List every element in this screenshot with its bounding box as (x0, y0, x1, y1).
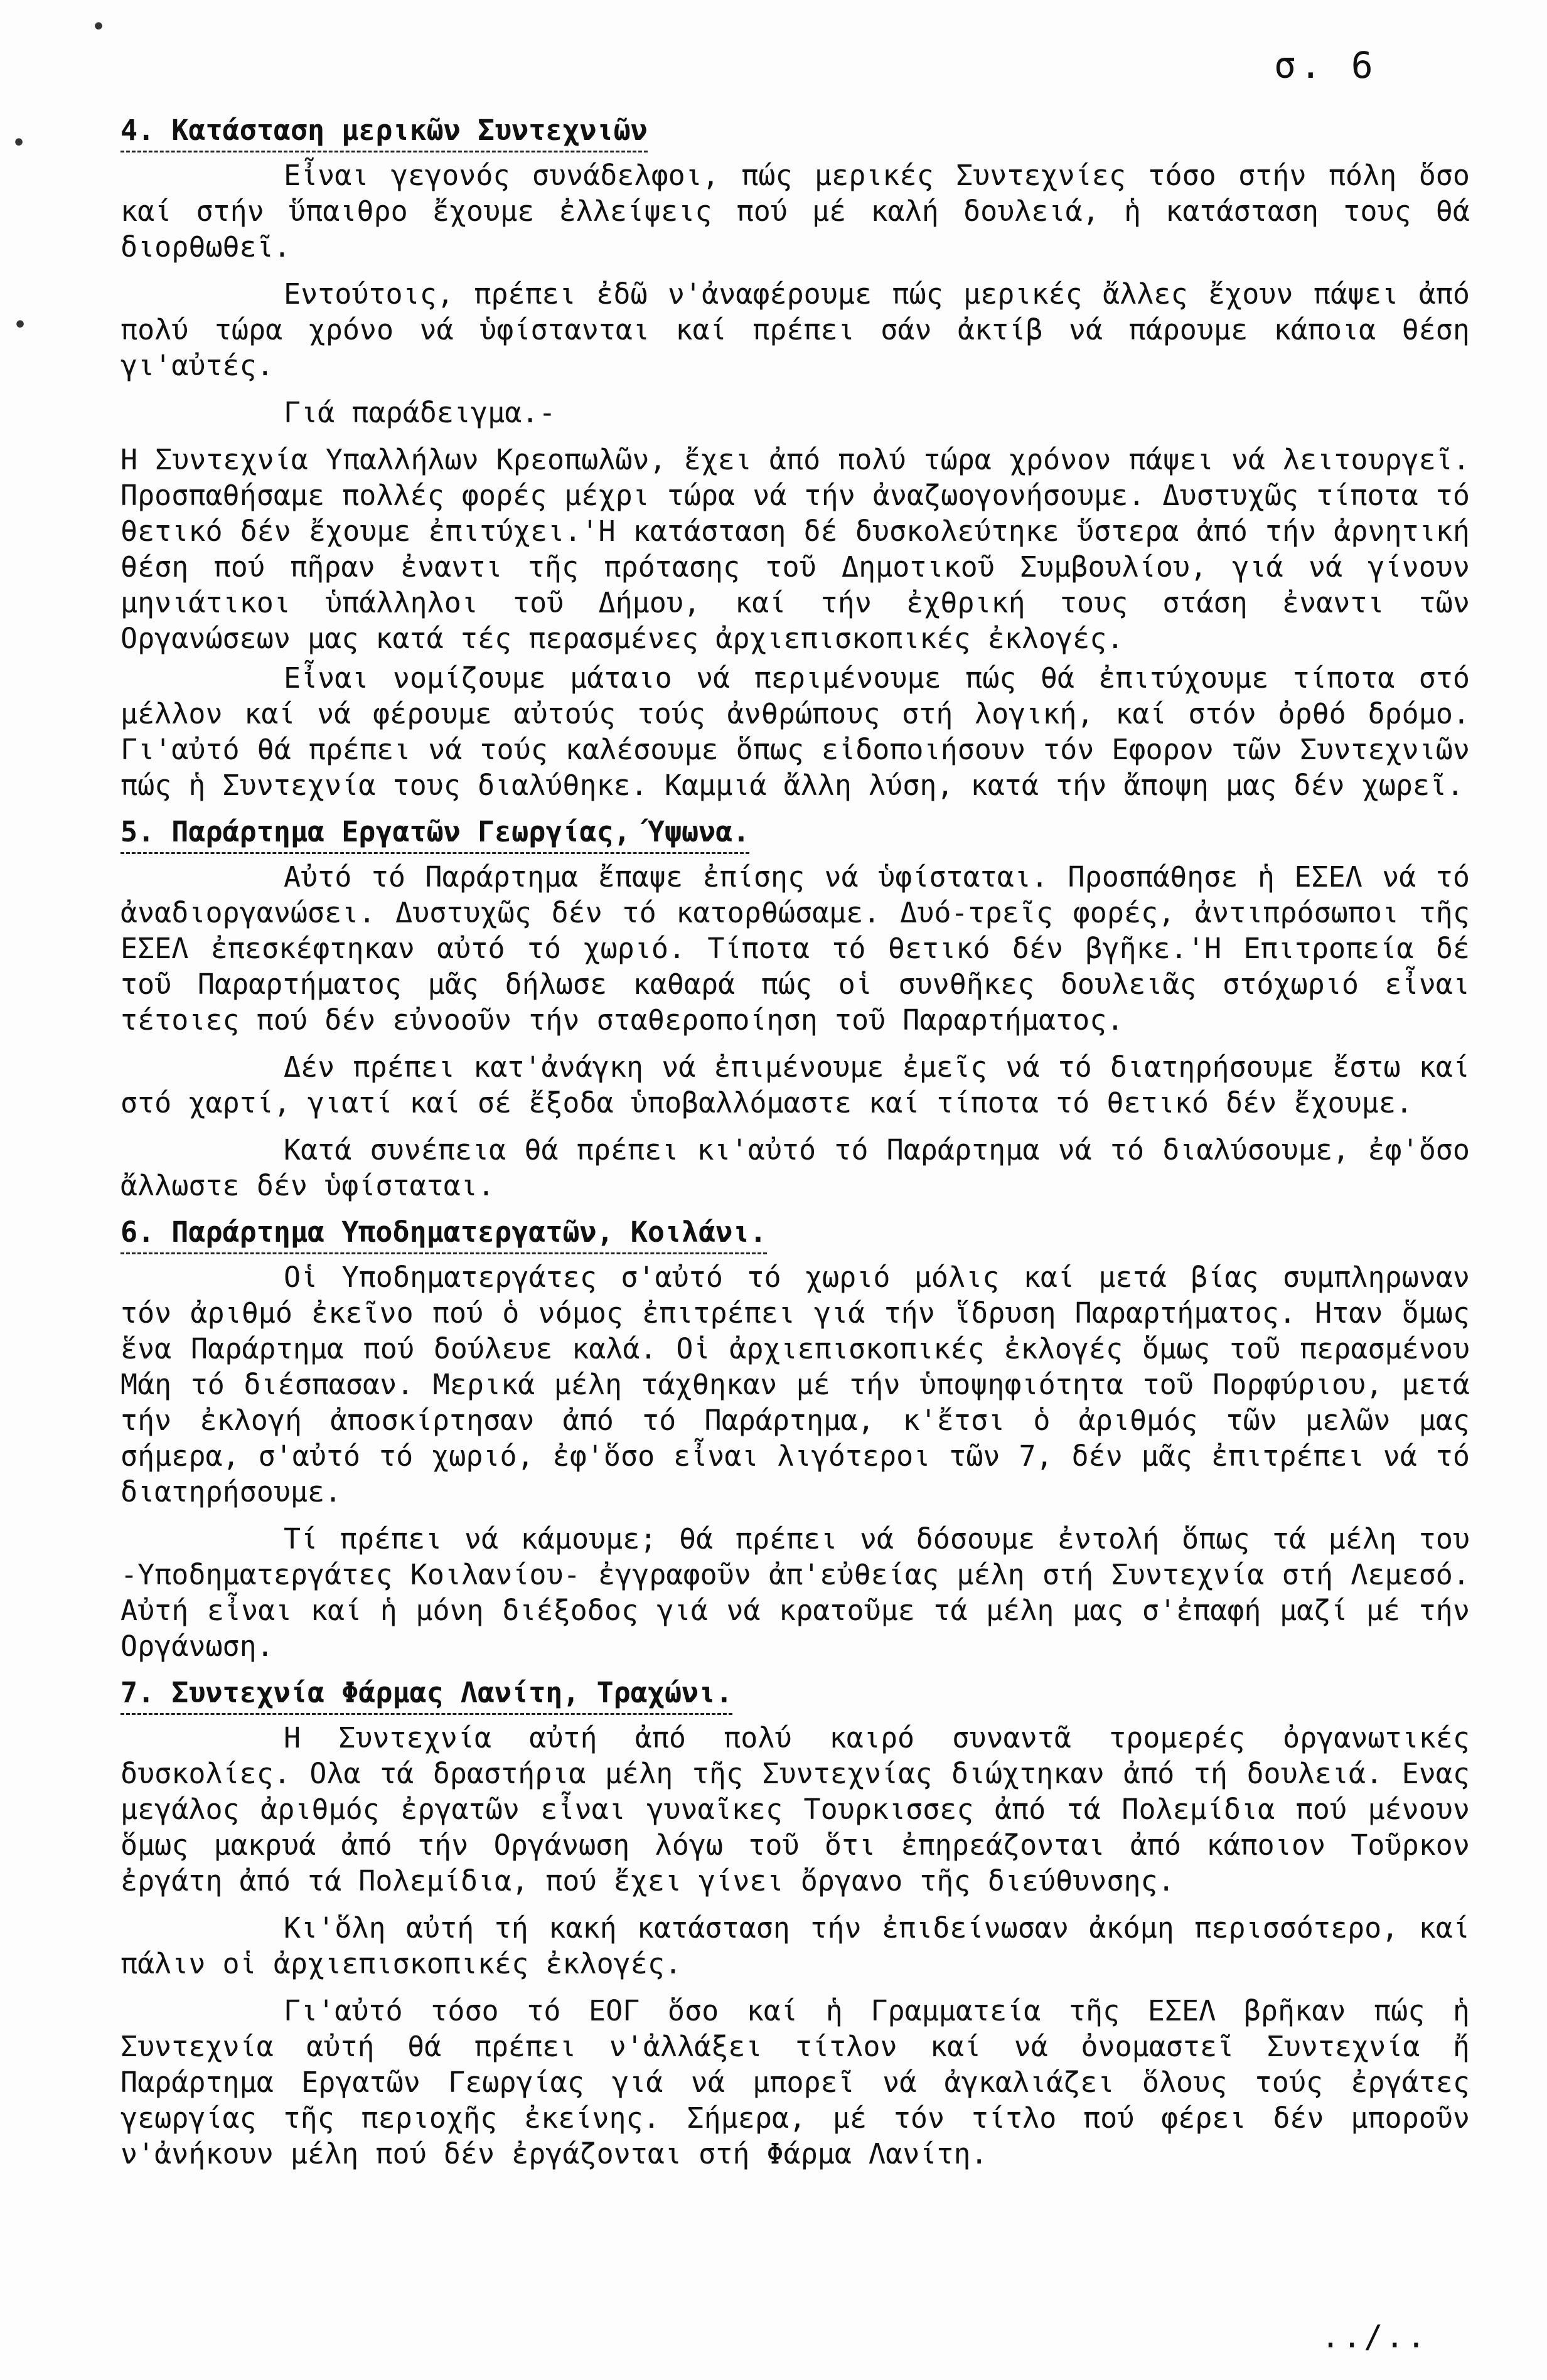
paragraph: Η Συντεχνία Υπαλλήλων Κρεοπωλῶν, ἔχει ἀπό πολύ τώρα χρόνον πάψει νά λειτουργεῖ. Προσπαθήσαμε πολλές φορές μέχρι τώρα νά τήν ἀναζωογονήσουμε. Δυστυχῶς τίποτα τό θετικό δέν ἔχουμε ἐπιτύχει.'Η κατάσταση δέ δυσκολεύτηκε ὕστερα ἀπό τήν ἀρνητική θέση πού πῆραν ἐναντι τῆς πρότασης τοῦ Δημοτικοῦ Συμβουλίου, γιά νά γίνουν μηνιάτικοι ὑπάλληλοι τοῦ Δήμου, καί τήν ἐχθρική τους στάση ἐναντι τῶν Οργανώσεων μας κατά τές περασμένες ἀρχιεπισκοπικές ἐκλογές. (120, 443, 1470, 655)
section-5 (120, 814, 1470, 1203)
paragraph: Εντούτοις, πρέπει ἐδῶ ν'ἀναφέρουμε πώς μερικές ἄλλες ἔχουν πάψει ἀπό πολύ τώρα χρόνο νά ὑφίστανται καί πρέπει σάν ἀκτίβ νά πάρουμε κάποια θέση γι'αὐτές. (120, 277, 1470, 382)
paragraph: Η Συντεχνία αὐτή ἀπό πολύ καιρό συναντᾶ τρομερές ὀργανωτικές δυσκολίες. Ολα τά δραστήρια μέλη τῆς Συντεχνίας διώχτηκαν ἀπό τή δουλειά. Ενας μεγάλος ἀριθμός ἐργατῶν εἶναι γυναῖκες Τουρκισσες ἀπό τά Πολεμίδια πού μένουν ὅμως μακρυά ἀπό τήν Οργάνωση λόγω τοῦ ὅτι ἐπηρεάζονται ἀπό κάποιον Τοῦρκον ἐργάτη ἀπό τά Πολεμίδια, πού ἔχει γίνει ὄργανο τῆς διεύθυνσης. (120, 1721, 1470, 1897)
paragraph: Τί πρέπει νά κάμουμε; θά πρέπει νά δόσουμε ἐντολή ὅπως τά μέλη του -Υποδηματεργάτες Κοιλανίου- ἐγγραφοῦν ἀπ'εὐθείας μέλη στή Συντεχνία στή Λεμεσό. Αὐτή εἶναι καί ἡ μόνη διέξοδος γιά νά κρατοῦμε τά μέλη μας σ'ἐπαφή μαζί μέ τήν Οργάνωση. (120, 1522, 1470, 1663)
section-heading: 4. Κατάσταση μερικῶν Συντεχνιῶν (120, 113, 648, 152)
margin-mark: • (13, 311, 28, 339)
paragraph: Κατά συνέπεια θά πρέπει κι'αὐτό τό Παράρτημα νά τό διαλύσουμε, ἐφ'ὅσο ἄλλωστε δέν ὑφίσταται. (120, 1133, 1470, 1202)
continuation-mark: ../.. (1321, 2319, 1428, 2355)
paragraph: Αὐτό τό Παράρτημα ἔπαψε ἐπίσης νά ὑφίσταται. Προσπάθησε ἡ ΕΣΕΛ νά τό ἀναδιοργανώσει. Δυστυχῶς δέν τό κατορθώσαμε. Δυό-τρεῖς φορές, ἀντιπρόσωποι τῆς ΕΣΕΛ ἐπεσκέφτηκαν αὐτό τό χωριό. Τίποτα τό θετικό δέν βγῆκε.'Η Επιτροπεία δέ τοῦ Παραρτήματος μᾶς δήλωσε καθαρά πώς οἱ συνθῆκες δουλειᾶς στόχωριό εἶναι τέτοιες πού δέν εὐνοοῦν τήν σταθεροποίηση τοῦ Παραρτήματος. (120, 860, 1470, 1037)
section-heading: 7. Συντεχνία Φάρμας Λανίτη, Τραχώνι. (120, 1675, 732, 1715)
paragraph: Εἶναι νομίζουμε μάταιο νά περιμένουμε πώς θά ἐπιτύχουμε τίποτα στό μέλλον καί νά φέρουμε αὐτούς τούς ἀνθρώπους στή λογική, καί στόν ὀρθό δρόμο. Γι'αὐτό θά πρέπει νά τούς καλέσουμε ὅπως εἰδοποιήσουν τόν Εφορον τῶν Συντεχνιῶν πώς ἡ Συντεχνία τους διαλύθηκε. Καμμιά ἄλλη λύση, κατά τήν ἄποψη μας δέν χωρεῖ. (120, 661, 1470, 802)
paragraph: Δέν πρέπει κατ'ἀνάγκη νά ἐπιμένουμε ἐμεῖς νά τό διατηρήσουμε ἔστω καί στό χαρτί, γιατί καί σέ ἔξοδα ὑποβαλλόμαστε καί τίποτα τό θετικό δέν ἔχουμε. (120, 1050, 1470, 1119)
page-number: σ. 6 (1274, 44, 1377, 87)
document-body (120, 113, 1470, 2183)
paragraph: Γιά παράδειγμα.- (284, 396, 556, 429)
paragraph: Γι'αὐτό τόσο τό ΕΟΓ ὅσο καί ἡ Γραμματεία τῆς ΕΣΕΛ βρῆκαν πώς ἡ Συντεχνία αὐτή θά πρέπει ν'ἀλλάξει τίτλον καί νά ὀνομαστεῖ Συντεχνία ἤ Παράρτημα Εργατῶν Γεωργίας γιά νά μπορεῖ νά ἀγκαλιάζει ὅλους τούς ἐργάτες γεωργίας τῆς περιοχῆς ἐκείνης. Σήμερα, μέ τόν τίτλο πού φέρει δέν μποροῦν ν'ἀνήκουν μέλη πού δέν ἐργάζονται στή Φάρμα Λανίτη. (120, 1994, 1470, 2170)
section-7 (120, 1675, 1470, 2172)
paragraph: Οἱ Υποδηματεργάτες σ'αὐτό τό χωριό μόλις καί μετά βίας συμπληρωναν τόν ἀριθμό ἐκεῖνο πού ὁ νόμος ἐπιτρέπει γιά τήν ἵδρυση Παραρτήματος. Ηταν ὅμως ἕνα Παράρτημα πού δούλευε καλά. Οἱ ἀρχιεπισκοπικές ἐκλογές ὅμως τοῦ περασμένου Μάη τό διέσπασαν. Μερικά μέλη τάχθηκαν μέ τήν ὑποψηφιότητα τοῦ Πορφύριου, μετά τήν ἐκλογή ἀποσκίρτησαν ἀπό τό Παράρτημα, κ'ἔτσι ὁ ἀριθμός τῶν μελῶν μας σήμερα, σ'αὐτό τό χωριό, ἐφ'ὅσο εἶναι λιγότεροι τῶν 7, δέν μᾶς ἐπιτρέπει νά τό διατηρήσουμε. (120, 1261, 1470, 1508)
margin-mark: • (11, 129, 27, 157)
paragraph: Εἶναι γεγονός συνάδελφοι, πώς μερικές Συντεχνίες τόσο στήν πόλη ὅσο καί στήν ὕπαιθρο ἔχουμε ἐλλείψεις πού μέ καλή δουλειά, ἡ κατάσταση τους θά διορθωθεῖ. (120, 159, 1470, 264)
section-4 (120, 113, 1470, 803)
section-6 (120, 1215, 1470, 1664)
paragraph: Κι'ὅλη αὐτή τή κακή κατάσταση τήν ἐπιδείνωσαν ἀκόμη περισσότερο, καί πάλιν οἱ ἀρχιεπισκοπικές ἐκλογές. (120, 1911, 1470, 1980)
margin-mark: • (91, 13, 107, 41)
section-heading: 6. Παράρτημα Υποδηματεργατῶν, Κοιλάνι. (120, 1215, 767, 1254)
section-heading: 5. Παράρτημα Εργατῶν Γεωργίας, Ύψωνα. (120, 814, 749, 854)
